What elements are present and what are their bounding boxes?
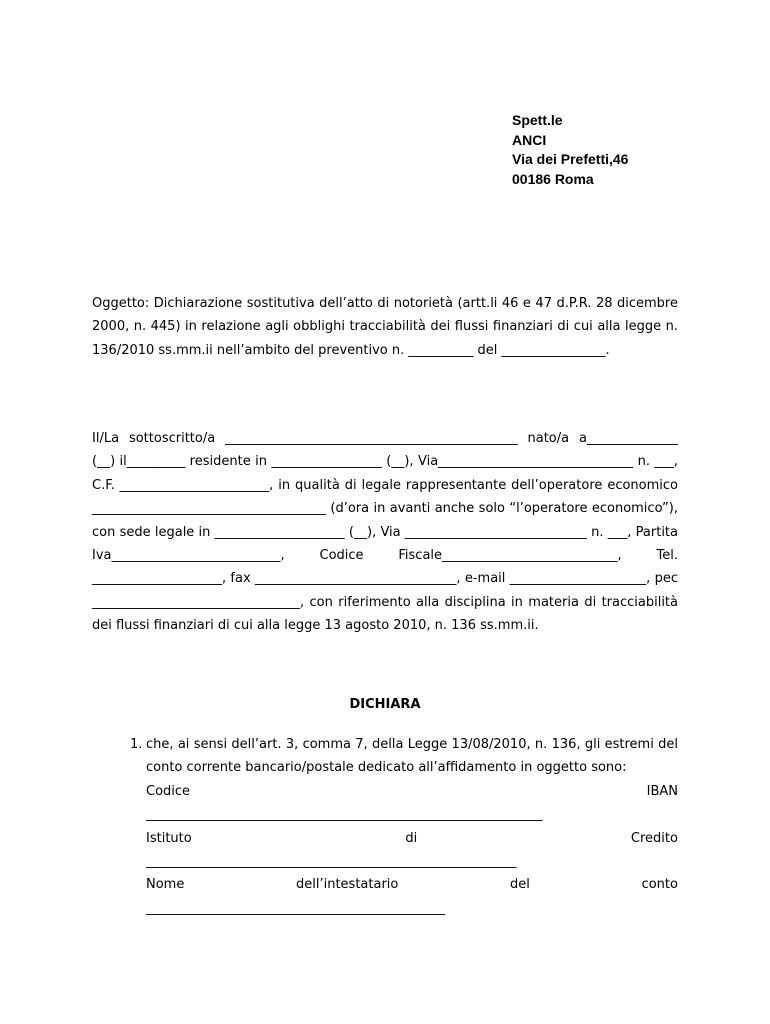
list-item-text: che, ai sensi dell’art. 3, comma 7, della Legge 13/08/2010, n. 136, gli estremi del conto corrente bancario/postale dedicato all’affidamento in oggetto sono: xyxy=(146,737,678,776)
address-line-city: 00186 Roma xyxy=(512,170,594,187)
address-line-street: Via dei Prefetti,46 xyxy=(512,151,629,167)
nome-word: conto xyxy=(641,877,678,893)
list-item xyxy=(130,733,678,920)
declaration-title: DICHIARA xyxy=(349,697,421,712)
iban-word: Codice xyxy=(146,783,191,799)
nome-blank: ______________________________________________ xyxy=(146,900,445,916)
nome-word: del xyxy=(510,877,530,893)
nome-word: dell’intestatario xyxy=(296,877,399,893)
declaration-list xyxy=(130,733,678,920)
istituto-word: Istituto xyxy=(146,830,192,846)
iban-word: IBAN xyxy=(646,783,678,799)
iban-label-line xyxy=(146,780,678,803)
istituto-blank: _________________________________________________________ xyxy=(146,854,517,870)
subject-paragraph: Oggetto: Dichiarazione sostitutiva dell’atto di notorietà (artt.li 46 e 47 d.P.R. 28 dicembre 2000, n. 445) in relazione agli obblighi tracciabilità dei flussi finanziari di cui alla legge n. 136/2010 ss.mm.ii nell’ambito del preventivo n. __________ del ________________. xyxy=(92,296,678,358)
iban-blank: _____________________________________________________________ xyxy=(146,807,543,823)
istituto-word: di xyxy=(405,830,418,846)
recipient-address xyxy=(512,111,628,189)
address-line-org: ANCI xyxy=(512,131,547,148)
list-item-number: 1. xyxy=(130,737,143,752)
istituto-word: Credito xyxy=(630,830,678,846)
list-item-content xyxy=(146,733,678,920)
declarant-paragraph: Il/La sottoscritto/a _____________________________________________ nato/a a______________ (__) il_________ residente in _________________ (__), Via______________________________ n. ___, C.F. _______________________, in qualità di legale rappresentante dell’operatore economico ____________________________________ (d’ora in avanti anche solo “l’operatore economico”), con sede legale in ____________________ (__), Via ____________________________ n. ___, Partita Iva__________________________, Codice Fiscale___________________________, Tel. ____________________, fax _______________________________, e-mail _____________________, pec ________________________________, con riferimento alla disciplina in materia di tracciabilità dei flussi finanziari di cui alla legge 13 agosto 2010, n. 136 ss.mm.ii. xyxy=(92,431,678,634)
istituto-label-line xyxy=(146,827,678,850)
nome-label-line xyxy=(146,873,678,896)
nome-word: Nome xyxy=(146,877,185,893)
address-line-salutation: Spett.le xyxy=(512,112,563,128)
